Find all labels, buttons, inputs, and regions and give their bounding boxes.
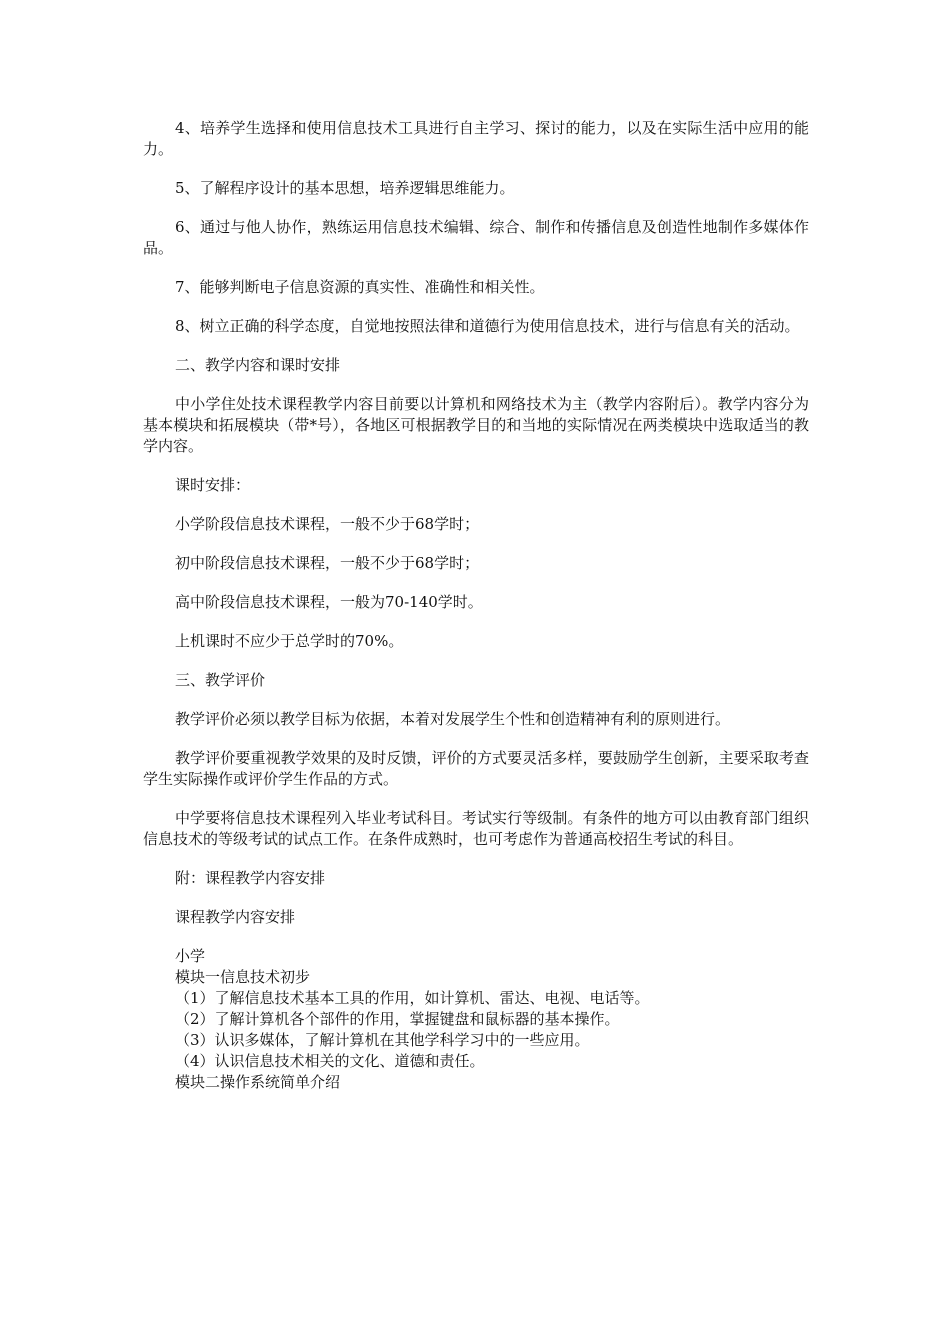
module-1-title: 模块一信息技术初步 — [175, 968, 311, 986]
section-heading-content: 二、教学内容和课时安排 — [175, 356, 341, 374]
paragraph-goal-7: 7、能够判断电子信息资源的真实性、准确性和相关性。 — [175, 278, 545, 296]
primary-heading: 小学 — [175, 947, 206, 965]
document-page — [143, 118, 809, 1093]
paragraph-lab-hours: 上机课时不应少于总学时的70%。 — [175, 632, 404, 650]
section-heading-evaluation: 三、教学评价 — [175, 671, 266, 689]
paragraph-goal-4: 4、培养学生选择和使用信息技术工具进行自主学习、探讨的能力，以及在实际生活中应用的能力。 — [143, 119, 809, 158]
primary-school-block — [143, 946, 809, 1093]
paragraph-hours-primary: 小学阶段信息技术课程，一般不少于68学时； — [175, 515, 480, 533]
paragraph-goal-5: 5、了解程序设计的基本思想，培养逻辑思维能力。 — [175, 179, 515, 197]
module-1-item: （1）了解信息技术基本工具的作用，如计算机、雷达、电视、电话等。 — [175, 989, 650, 1007]
paragraph-goal-8: 8、树立正确的科学态度，自觉地按照法律和道德行为使用信息技术，进行与信息有关的活动。 — [175, 317, 800, 335]
paragraph-evaluation-basis: 教学评价必须以教学目标为依据，本着对发展学生个性和创造精神有利的原则进行。 — [175, 710, 731, 728]
paragraph-appendix-title: 课程教学内容安排 — [175, 908, 296, 926]
paragraph-content-intro: 中小学住处技术课程教学内容目前要以计算机和网络技术为主（教学内容附后）。教学内容分为基本模块和拓展模块（带*号），各地区可根据教学目的和当地的实际情况在两类模块中选取适当的教学内容。 — [143, 395, 809, 455]
paragraph-hours-label: 课时安排： — [175, 476, 251, 494]
module-1-item: （2）了解计算机各个部件的作用，掌握键盘和鼠标器的基本操作。 — [175, 1010, 620, 1028]
paragraph-hours-senior: 高中阶段信息技术课程，一般为70-140学时。 — [175, 593, 483, 611]
paragraph-evaluation-feedback: 教学评价要重视教学效果的及时反馈，评价的方式要灵活多样，要鼓励学生创新，主要采取考查学生实际操作或评价学生作品的方式。 — [143, 749, 809, 788]
paragraph-hours-junior: 初中阶段信息技术课程，一般不少于68学时； — [175, 554, 480, 572]
module-2-title: 模块二操作系统简单介绍 — [175, 1073, 341, 1091]
paragraph-exam: 中学要将信息技术课程列入毕业考试科目。考试实行等级制。有条件的地方可以由教育部门组织信息技术的等级考试的试点工作。在条件成熟时，也可考虑作为普通高校招生考试的科目。 — [143, 809, 809, 848]
paragraph-goal-6: 6、通过与他人协作，熟练运用信息技术编辑、综合、制作和传播信息及创造性地制作多媒体作品。 — [143, 218, 809, 257]
module-1-item: （3）认识多媒体，了解计算机在其他学科学习中的一些应用。 — [175, 1031, 590, 1049]
module-1-item: （4）认识信息技术相关的文化、道德和责任。 — [175, 1052, 485, 1070]
paragraph-appendix-label: 附：课程教学内容安排 — [175, 869, 326, 887]
